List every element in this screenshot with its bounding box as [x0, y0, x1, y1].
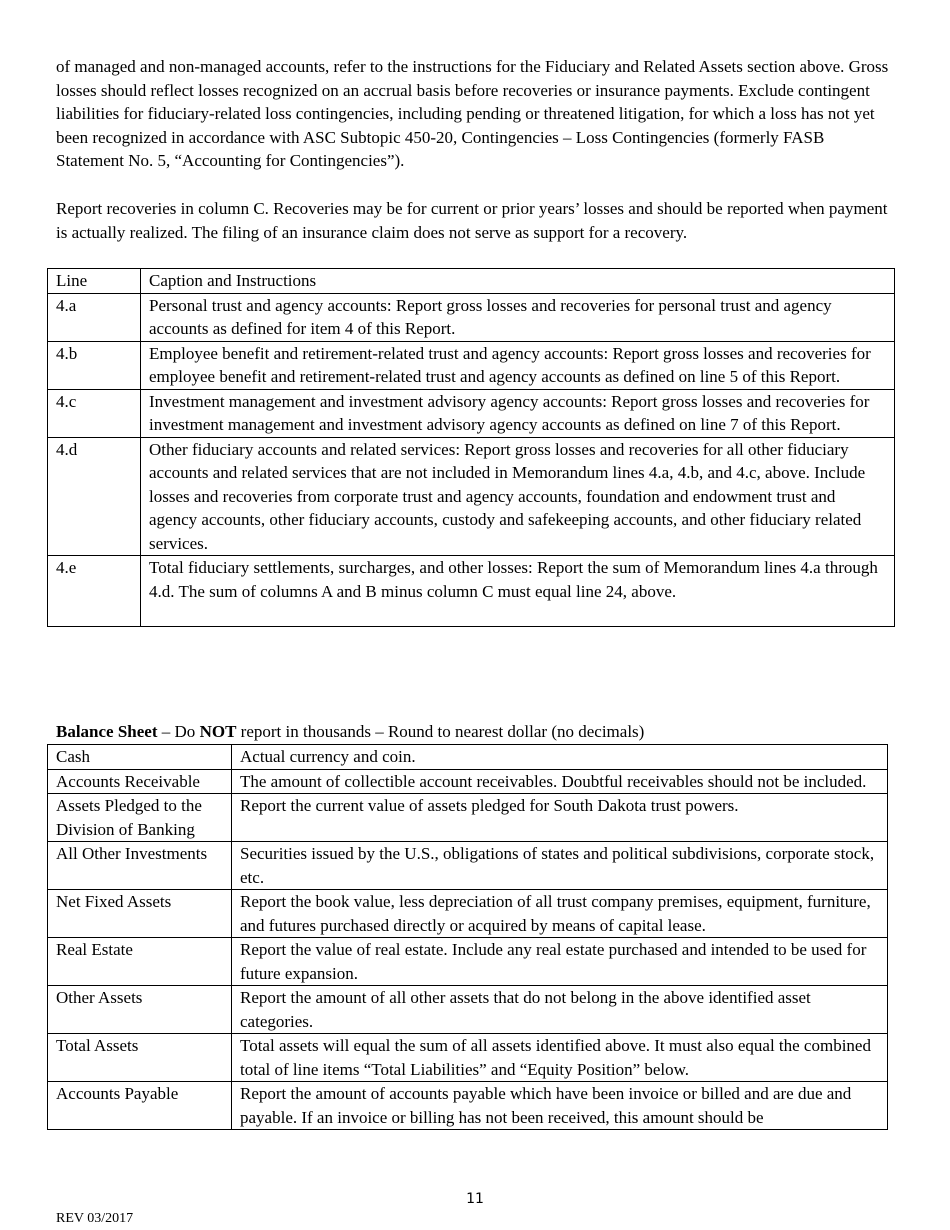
item-description: The amount of collectible account receivables. Doubtful receivables should not be included. [232, 769, 888, 794]
item-label: Assets Pledged to the Division of Banking [48, 794, 232, 842]
table-row [48, 1082, 888, 1130]
table-row [48, 389, 895, 437]
line-number: 4.a [48, 293, 141, 341]
item-label: Cash [48, 745, 232, 770]
revision-label: REV 03/2017 [56, 1211, 134, 1226]
item-description: Report the amount of accounts payable which have been invoice or billed and are due and payable. If an invoice or billing has not been received, this amount should be [232, 1082, 888, 1130]
item-label: Accounts Payable [48, 1082, 232, 1130]
heading-bold-not: NOT [199, 722, 237, 741]
intro-paragraph-2: Report recoveries in column C. Recoveries may be for current or prior years’ losses and should be reported when payment is actually realized. The filing of an insurance claim does not serve as support for a recovery. [56, 199, 888, 242]
table-row [48, 938, 888, 986]
table-row [48, 769, 888, 794]
item-description: Securities issued by the U.S., obligations of states and political subdivisions, corporate stock, etc. [232, 842, 888, 890]
item-label: Total Assets [48, 1034, 232, 1082]
line-instructions: Investment management and investment advisory agency accounts: Report gross losses and recoveries for investment management and investment advisory agency accounts as defined on line 7 of this Report. [141, 389, 895, 437]
item-description: Report the amount of all other assets that do not belong in the above identified asset categories. [232, 986, 888, 1034]
line-instructions: Total fiduciary settlements, surcharges, and other losses: Report the sum of Memorandum lines 4.a through 4.d. The sum of columns A and B minus column C must equal line 24, above. [141, 556, 895, 627]
item-label: Other Assets [48, 986, 232, 1034]
table-header-row [48, 269, 895, 294]
line-number: 4.d [48, 437, 141, 556]
heading-text: report in thousands – Round to nearest dollar (no decimals) [236, 722, 645, 741]
item-label: Net Fixed Assets [48, 890, 232, 938]
item-description: Actual currency and coin. [232, 745, 888, 770]
item-label: All Other Investments [48, 842, 232, 890]
heading-text: – Do [157, 722, 200, 741]
page-number: 11 [466, 1191, 484, 1207]
heading-bold-title: Balance Sheet [56, 722, 158, 741]
line-number: 4.e [48, 556, 141, 627]
table-row [48, 986, 888, 1034]
header-caption: Caption and Instructions [141, 269, 895, 294]
line-number: 4.b [48, 341, 141, 389]
table-row [48, 341, 895, 389]
header-line: Line [48, 269, 141, 294]
table-row [48, 293, 895, 341]
table-row [48, 1034, 888, 1082]
item-label: Accounts Receivable [48, 769, 232, 794]
item-description: Report the book value, less depreciation of all trust company premises, equipment, furniture, and futures purchased directly or acquired by means of capital lease. [232, 890, 888, 938]
intro-paragraph-1: of managed and non-managed accounts, refer to the instructions for the Fiduciary and Related Assets section above. Gross losses should reflect losses recognized on an accrual basis before recoveries or insurance payments. Exclude contingent liabilities for fiduciary-related loss contingencies, including pending or threatened litigation, for which a loss has not yet been recognized in accordance with ASC Subtopic 450-20, Contingencies – Loss Contingencies (formerly FASB Statement No. 5, “Accounting for Contingencies”). [56, 57, 889, 170]
item-description: Report the value of real estate. Include any real estate purchased and intended to be used for future expansion. [232, 938, 888, 986]
table-row [48, 794, 888, 842]
item-description: Total assets will equal the sum of all assets identified above. It must also equal the combined total of line items “Total Liabilities” and “Equity Position” below. [232, 1034, 888, 1082]
line-instructions: Personal trust and agency accounts: Report gross losses and recoveries for personal trust and agency accounts as defined for item 4 of this Report. [141, 293, 895, 341]
item-description: Report the current value of assets pledged for South Dakota trust powers. [232, 794, 888, 842]
item-label: Real Estate [48, 938, 232, 986]
table-row [48, 842, 888, 890]
line-number: 4.c [48, 389, 141, 437]
balance-sheet-table [47, 744, 888, 1130]
fiduciary-losses-table [47, 268, 895, 627]
table-row [48, 745, 888, 770]
balance-sheet-heading [56, 720, 644, 744]
table-row [48, 556, 895, 627]
table-row [48, 890, 888, 938]
line-instructions: Other fiduciary accounts and related services: Report gross losses and recoveries for all other fiduciary accounts and related services that are not included in Memorandum lines 4.a, 4.b, and 4.c, above. Include losses and recoveries from corporate trust and agency accounts, foundation and endowment trust and agency accounts, other fiduciary accounts, custody and safekeeping accounts, and other fiduciary related services. [141, 437, 895, 556]
table-row [48, 437, 895, 556]
line-instructions: Employee benefit and retirement-related trust and agency accounts: Report gross losses and recoveries for employee benefit and retirement-related trust and agency accounts as defined on line 5 of this Report. [141, 341, 895, 389]
